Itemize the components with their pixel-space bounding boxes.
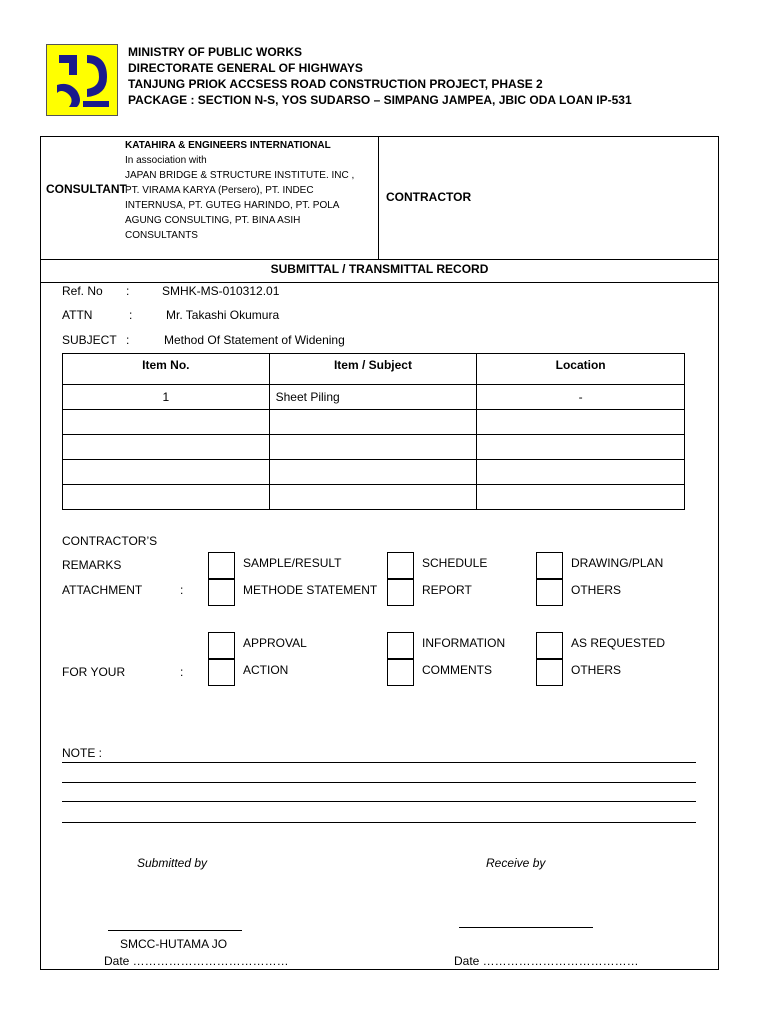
header-divider: [378, 136, 379, 259]
checkbox-methode-statement[interactable]: [208, 579, 235, 606]
ref-value: SMHK-MS-010312.01: [162, 284, 280, 298]
table-header-row: [63, 354, 685, 385]
header-item-subject: Item / Subject: [269, 354, 477, 385]
header-line-1: MINISTRY OF PUBLIC WORKS: [128, 45, 302, 59]
option-methode-statement: METHODE STATEMENT: [243, 583, 378, 597]
remarks-line-2: REMARKS: [62, 558, 122, 572]
consultant-line-1: JAPAN BRIDGE & STRUCTURE INSTITUTE. INC ,: [125, 170, 355, 181]
cell-location: [477, 460, 685, 485]
checkbox-others-attachment[interactable]: [536, 579, 563, 606]
checkbox-action[interactable]: [208, 659, 235, 686]
option-as-requested: AS REQUESTED: [571, 636, 666, 650]
for-your-label: FOR YOUR: [62, 665, 126, 679]
header-line-2: DIRECTORATE GENERAL OF HIGHWAYS: [128, 61, 363, 75]
option-sample-result: SAMPLE/RESULT: [243, 556, 342, 570]
cell-item-no: 1: [63, 385, 270, 410]
items-table: [62, 353, 685, 510]
checkbox-others-for-your[interactable]: [536, 659, 563, 686]
cell-item-no: [63, 410, 270, 435]
option-comments: COMMENTS: [422, 663, 492, 677]
checkbox-drawing-plan[interactable]: [536, 552, 563, 579]
checkbox-information[interactable]: [387, 632, 414, 659]
subject-label: SUBJECT: [62, 333, 117, 347]
consultant-line-2: PT. VIRAMA KARYA (Persero), PT. INDEC: [125, 185, 314, 196]
submitter-date: Date …………………………………: [104, 954, 289, 968]
attn-colon: :: [129, 308, 133, 322]
consultant-line-4: AGUNG CONSULTING, PT. BINA ASIH: [125, 215, 301, 226]
cell-item-subject: [269, 435, 477, 460]
attachment-colon: :: [180, 583, 184, 597]
checkbox-report[interactable]: [387, 579, 414, 606]
remarks-line-1: CONTRACTOR’S: [62, 534, 158, 548]
submitted-by-label: Submitted by: [137, 856, 208, 870]
cell-item-subject: [269, 460, 477, 485]
cell-item-no: [63, 435, 270, 460]
checkbox-sample-result[interactable]: [208, 552, 235, 579]
checkbox-schedule[interactable]: [387, 552, 414, 579]
contractor-label: CONTRACTOR: [386, 190, 472, 204]
receiver-signature-line: [459, 927, 593, 928]
attn-value: Mr. Takashi Okumura: [166, 308, 280, 322]
table-row: [63, 460, 685, 485]
cell-item-subject: Sheet Piling: [269, 385, 477, 410]
option-information: INFORMATION: [422, 636, 506, 650]
consultant-assoc: In association with: [125, 155, 207, 166]
cell-item-no: [63, 485, 270, 510]
table-row: [63, 385, 685, 410]
subject-colon: :: [126, 333, 130, 347]
option-drawing-plan: DRAWING/PLAN: [571, 556, 664, 570]
header-location: Location: [477, 354, 685, 385]
table-row: [63, 410, 685, 435]
attn-label: ATTN: [62, 308, 93, 322]
table-row: [63, 485, 685, 510]
cell-location: [477, 485, 685, 510]
cell-location: -: [477, 385, 685, 410]
receive-by-label: Receive by: [486, 856, 546, 870]
cell-location: [477, 410, 685, 435]
consultant-firm: KATAHIRA & ENGINEERS INTERNATIONAL: [125, 140, 331, 151]
checkbox-as-requested[interactable]: [536, 632, 563, 659]
submitter-name: SMCC-HUTAMA JO: [120, 937, 228, 951]
header-line-3: TANJUNG PRIOK ACCSESS ROAD CONSTRUCTION PROJECT, PHASE 2: [128, 77, 543, 91]
submitter-signature-line: [108, 930, 242, 931]
checkbox-approval[interactable]: [208, 632, 235, 659]
attachment-label: ATTACHMENT: [62, 583, 143, 597]
consultant-label: CONSULTANT: [46, 182, 127, 196]
option-others-for-your: OTHERS: [571, 663, 622, 677]
note-line-1[interactable]: [62, 762, 696, 763]
cell-location: [477, 435, 685, 460]
cell-item-subject: [269, 485, 477, 510]
subject-value: Method Of Statement of Widening: [164, 333, 345, 347]
table-row: [63, 435, 685, 460]
option-report: REPORT: [422, 583, 472, 597]
option-schedule: SCHEDULE: [422, 556, 488, 570]
note-line-4[interactable]: [62, 822, 696, 823]
ref-label: Ref. No: [62, 284, 103, 298]
cell-item-subject: [269, 410, 477, 435]
header-item-no: Item No.: [63, 354, 270, 385]
checkbox-comments[interactable]: [387, 659, 414, 686]
receiver-date: Date …………………………………: [454, 954, 639, 968]
consultant-line-5: CONSULTANTS: [125, 230, 198, 241]
note-label: NOTE :: [62, 746, 103, 760]
note-line-3[interactable]: [62, 801, 696, 802]
record-title: SUBMITTAL / TRANSMITTAL RECORD: [270, 262, 489, 276]
for-your-colon: :: [180, 665, 184, 679]
header-line-4: PACKAGE : SECTION N-S, YOS SUDARSO – SIMPANG JAMPEA, JBIC ODA LOAN IP-531: [128, 93, 632, 107]
option-action: ACTION: [243, 663, 289, 677]
note-line-2[interactable]: [62, 782, 696, 783]
consultant-line-3: INTERNUSA, PT. GUTEG HARINDO, PT. POLA: [125, 200, 340, 211]
logo-emblem-icon: [47, 45, 117, 115]
section-rule-2: [40, 282, 719, 283]
cell-item-no: [63, 460, 270, 485]
ref-colon: :: [126, 284, 130, 298]
ministry-logo: [46, 44, 118, 116]
option-others-attachment: OTHERS: [571, 583, 622, 597]
section-rule-1: [40, 259, 719, 260]
option-approval: APPROVAL: [243, 636, 307, 650]
